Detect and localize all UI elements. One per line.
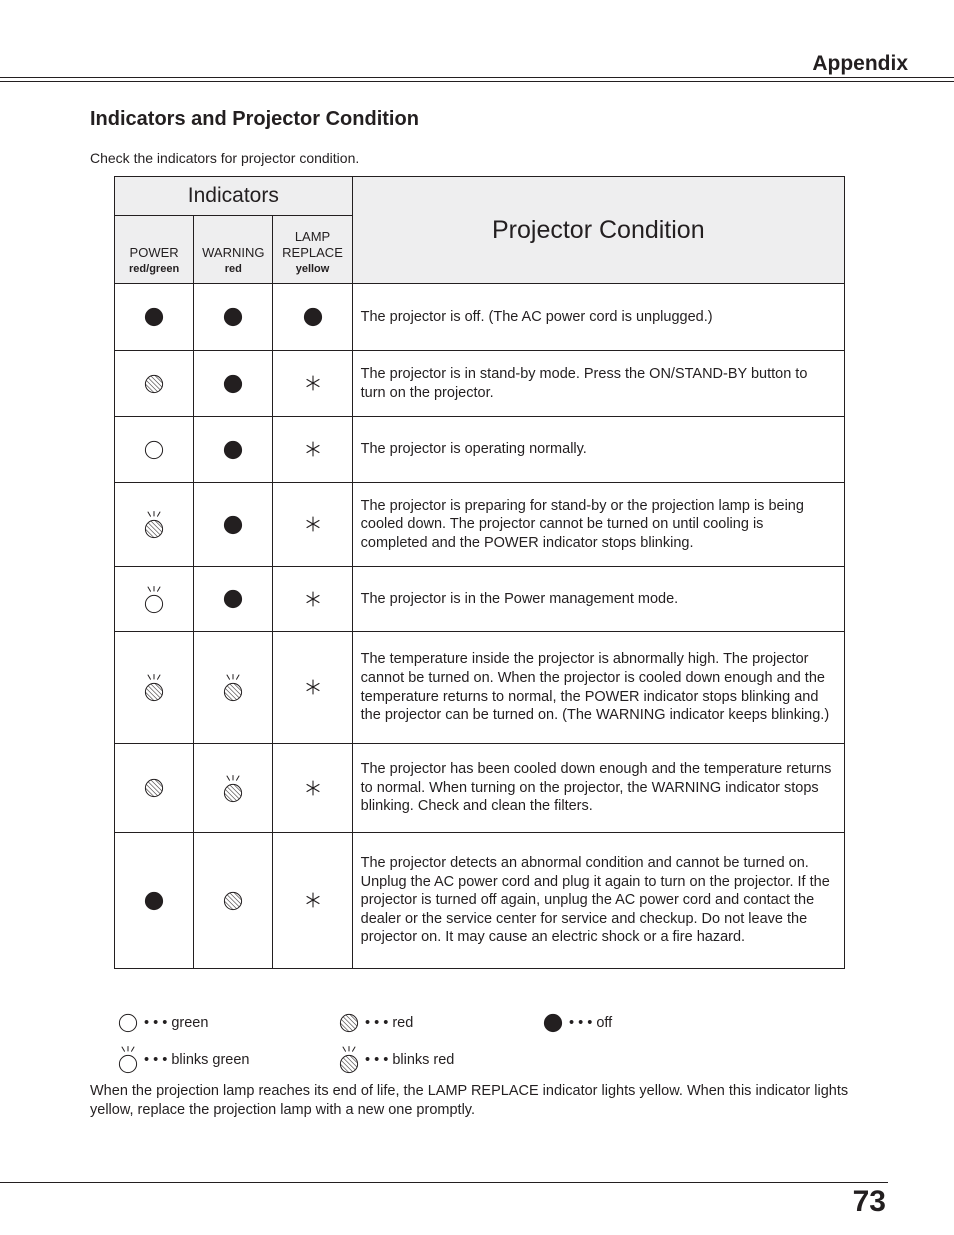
asterisk-icon	[304, 440, 322, 458]
condition-text: The projector is off. (The AC power cord is unplugged.)	[352, 284, 844, 351]
indicators-header: Indicators	[115, 177, 353, 216]
table-row	[115, 351, 845, 417]
warning-indicator-cell	[194, 351, 273, 417]
header-rule-bottom	[0, 81, 954, 82]
condition-text: The temperature inside the projector is abnormally high. The projector cannot be turned on. When the projector is cooled down enough and the temperature returns to normal, the POWER indicator stops blinking and the projector can be turned on. (The WARNING indicator keeps blinking.)	[352, 632, 844, 744]
table-row	[115, 284, 845, 351]
condition-text: The projector detects an abnormal condition and cannot be turned on. Unplug the AC power cord and plug it again to turn on the projector. If the projector is turned off again, unplug the AC power cord and contact the dealer or the service center for service and checkup. Do not leave the projector on. It may cause an electric shock or a fire hazard.	[352, 833, 844, 969]
off-indicator-icon	[303, 307, 323, 327]
column-lamp-label-2: REPLACE	[282, 245, 343, 260]
blinks-red-indicator-icon	[144, 510, 164, 539]
blinks-green-indicator-icon	[144, 585, 164, 614]
table-row	[115, 833, 845, 969]
blinks-red-indicator-icon	[223, 774, 243, 803]
lamp-indicator-cell	[273, 833, 352, 969]
legend-red	[339, 1013, 413, 1033]
legend-green	[118, 1013, 208, 1033]
condition-text: The projector is in the Power management mode.	[352, 567, 844, 632]
red-indicator-icon	[144, 778, 164, 798]
page-number: 73	[852, 1185, 886, 1218]
indicator-table	[114, 176, 845, 969]
power-indicator-cell	[115, 567, 194, 632]
red-indicator-icon	[223, 891, 243, 911]
footnote: When the projection lamp reaches its end of life, the LAMP REPLACE indicator lights yellow. When this indicator lights yellow, replace the projection lamp with a new one promptly.	[90, 1083, 849, 1118]
legend-red-label: • • • red	[365, 1015, 414, 1031]
off-indicator-icon	[144, 307, 164, 327]
warning-indicator-cell	[194, 567, 273, 632]
warning-indicator-cell	[194, 833, 273, 969]
asterisk-icon	[304, 779, 322, 797]
legend-off-label: • • • off	[569, 1015, 613, 1031]
legend-off	[543, 1013, 612, 1033]
green-indicator-icon	[144, 440, 164, 460]
column-warning-color: red	[224, 263, 242, 275]
off-indicator-icon	[543, 1013, 563, 1033]
condition-header: Projector Condition	[352, 177, 844, 284]
column-lamp-color: yellow	[295, 263, 330, 275]
power-indicator-cell	[115, 284, 194, 351]
blinks-red-indicator-icon	[339, 1045, 359, 1074]
table-row	[115, 483, 845, 567]
power-indicator-cell	[115, 744, 194, 833]
page-title: Indicators and Projector Condition	[90, 108, 419, 130]
intro-text: Check the indicators for projector condition.	[90, 150, 360, 166]
table-row	[115, 632, 845, 744]
power-indicator-cell	[115, 351, 194, 417]
column-power-color: red/green	[129, 263, 180, 275]
legend-blinks-green-label: • • • blinks green	[144, 1051, 250, 1068]
legend-blinks-red-label: • • • blinks red	[365, 1051, 455, 1068]
legend-green-label: • • • green	[144, 1015, 209, 1031]
section-label: Appendix	[812, 52, 908, 75]
green-indicator-icon	[118, 1013, 138, 1033]
power-indicator-cell	[115, 483, 194, 567]
lamp-indicator-cell	[273, 567, 352, 632]
lamp-indicator-cell	[273, 417, 352, 483]
warning-indicator-cell	[194, 744, 273, 833]
lamp-indicator-cell	[273, 632, 352, 744]
red-indicator-icon	[144, 374, 164, 394]
warning-indicator-cell	[194, 284, 273, 351]
warning-indicator-cell	[194, 417, 273, 483]
condition-text: The projector is in stand-by mode. Press the ON/STAND-BY button to turn on the projector.	[352, 351, 844, 417]
column-power-label: POWER	[129, 245, 179, 260]
warning-indicator-cell	[194, 632, 273, 744]
table-row	[115, 417, 845, 483]
asterisk-icon	[304, 590, 322, 608]
off-indicator-icon	[223, 307, 243, 327]
legend-blinks-red	[339, 1045, 454, 1074]
off-indicator-icon	[144, 891, 164, 911]
column-warning-label: WARNING	[202, 245, 265, 260]
blinks-red-indicator-icon	[223, 673, 243, 702]
red-indicator-icon	[339, 1013, 359, 1033]
header-rule-top	[0, 77, 954, 78]
column-lamp-label-1: LAMP	[294, 229, 331, 244]
power-indicator-cell	[115, 632, 194, 744]
footer-rule	[0, 1182, 888, 1183]
lamp-indicator-cell	[273, 284, 352, 351]
lamp-indicator-cell	[273, 483, 352, 567]
off-indicator-icon	[223, 589, 243, 609]
column-lamp	[273, 216, 352, 284]
column-power	[115, 216, 194, 284]
asterisk-icon	[304, 374, 322, 392]
table-row	[115, 567, 845, 632]
off-indicator-icon	[223, 374, 243, 394]
asterisk-icon	[304, 515, 322, 533]
table-row	[115, 744, 845, 833]
warning-indicator-cell	[194, 483, 273, 567]
off-indicator-icon	[223, 440, 243, 460]
off-indicator-icon	[223, 515, 243, 535]
condition-text: The projector is operating normally.	[352, 417, 844, 483]
blinks-green-indicator-icon	[118, 1045, 138, 1074]
condition-text: The projector is preparing for stand-by or the projection lamp is being cooled down. The projector cannot be turned on until cooling is completed and the POWER indicator stops blinking.	[352, 483, 844, 567]
lamp-indicator-cell	[273, 351, 352, 417]
power-indicator-cell	[115, 417, 194, 483]
condition-text: The projector has been cooled down enough and the temperature returns to normal. When turning on the projector, the WARNING indicator stops blinking. Check and clean the filters.	[352, 744, 844, 833]
legend-blinks-green	[118, 1045, 250, 1074]
asterisk-icon	[304, 891, 322, 909]
column-warning	[194, 216, 273, 284]
lamp-indicator-cell	[273, 744, 352, 833]
asterisk-icon	[304, 678, 322, 696]
power-indicator-cell	[115, 833, 194, 969]
blinks-red-indicator-icon	[144, 673, 164, 702]
